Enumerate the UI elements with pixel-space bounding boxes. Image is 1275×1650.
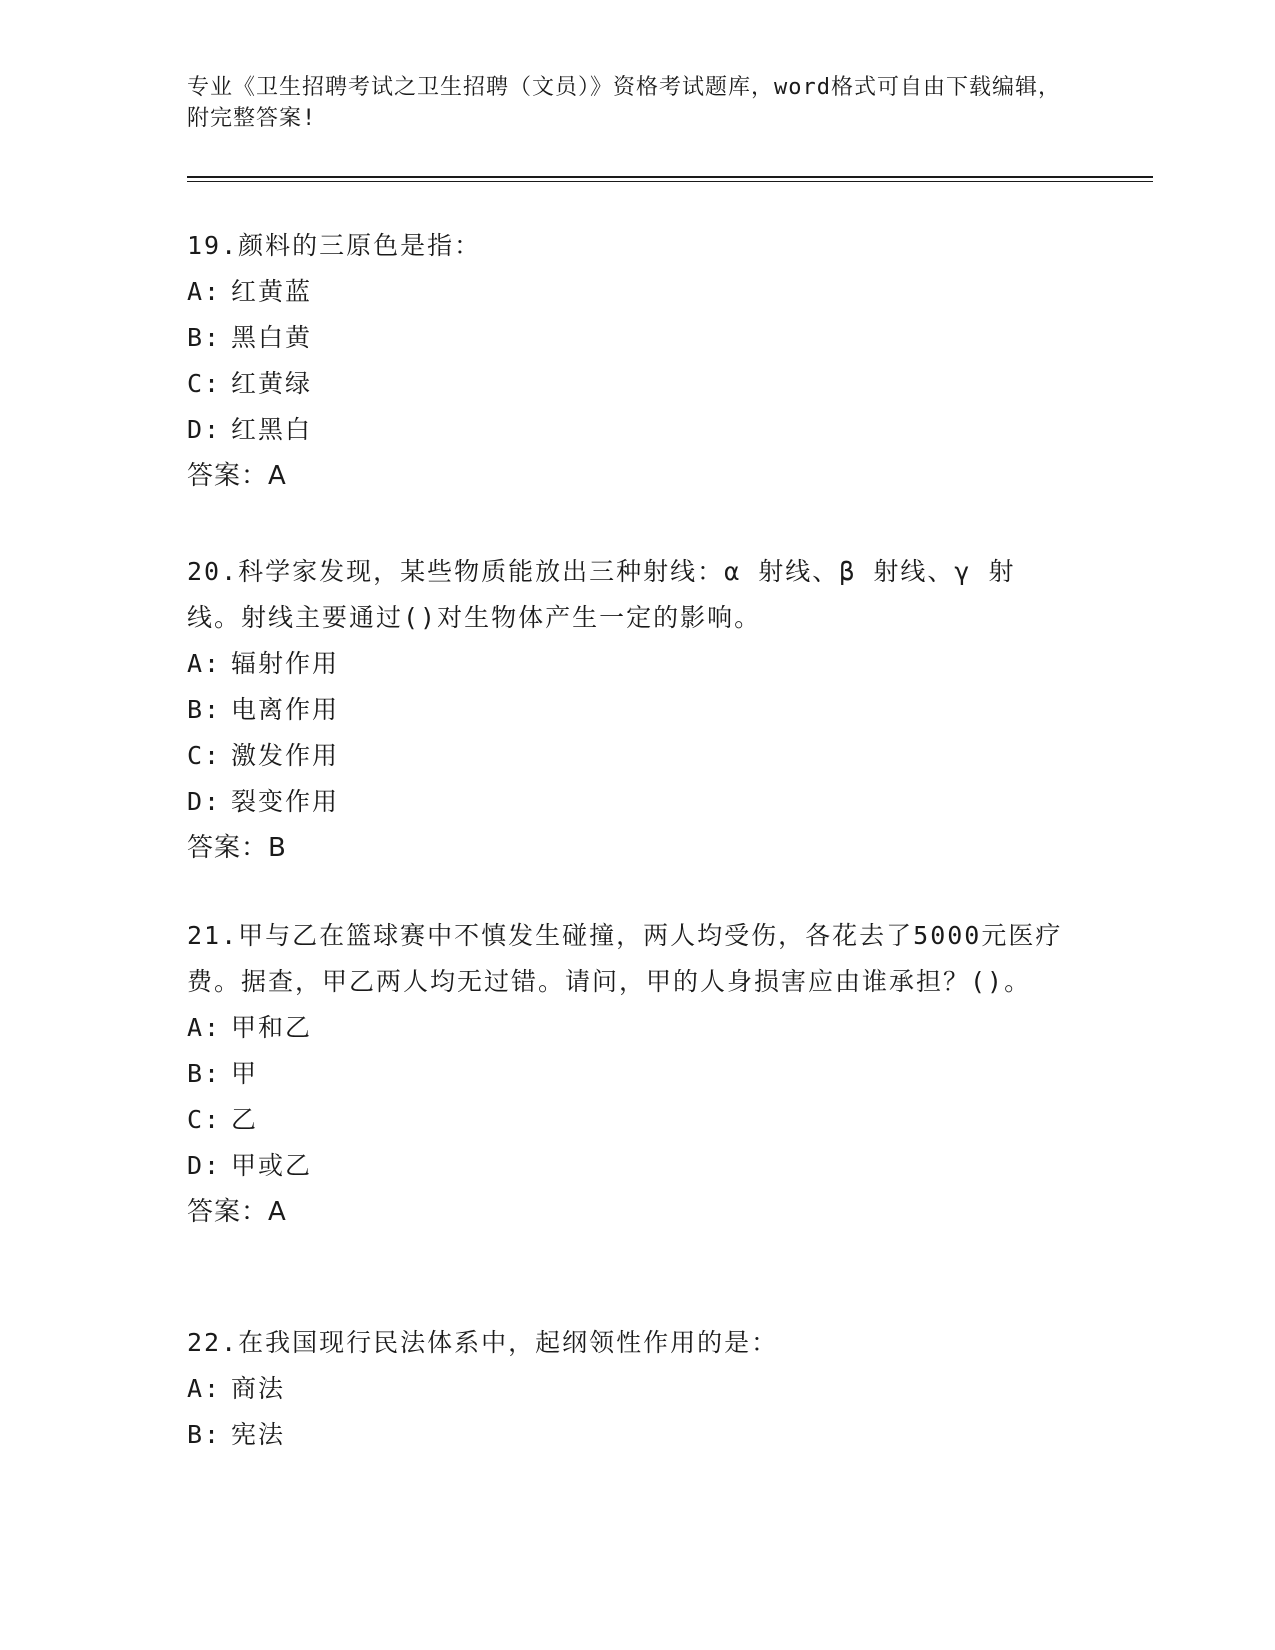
option-b: [187, 1051, 1067, 1097]
option-letter: D:: [187, 787, 222, 816]
option-a: [187, 641, 1067, 687]
question-22: [187, 1320, 1067, 1458]
option-a: [187, 269, 1067, 315]
document-header: [187, 72, 1067, 134]
option-text: 红黄绿: [231, 369, 313, 398]
option-a: [187, 1366, 1067, 1412]
option-text: 甲和乙: [231, 1013, 313, 1042]
option-text: 红黑白: [231, 415, 313, 444]
option-text: 甲或乙: [231, 1151, 313, 1180]
question-20: [187, 549, 1067, 871]
option-text: 辐射作用: [231, 649, 340, 678]
question-text: 20.科学家发现，某些物质能放出三种射线：α 射线、β 射线、γ 射线。射线主要通过()对生物体产生一定的影响。: [187, 557, 1016, 632]
option-text: 裂变作用: [231, 787, 340, 816]
option-d: [187, 779, 1067, 825]
header-divider: [187, 176, 1153, 178]
option-text: 商法: [231, 1374, 286, 1403]
option-letter: B:: [187, 695, 222, 724]
option-c: [187, 733, 1067, 779]
option-letter: D:: [187, 1151, 222, 1180]
option-a: [187, 1005, 1067, 1051]
option-letter: A:: [187, 1374, 222, 1403]
question-text: 22.在我国现行民法体系中，起纲领性作用的是：: [187, 1328, 779, 1357]
answer-line: 答案：B: [187, 833, 287, 863]
option-c: [187, 1097, 1067, 1143]
option-letter: B:: [187, 323, 222, 352]
question-19: [187, 223, 1067, 499]
question-21: [187, 913, 1067, 1235]
option-text: 红黄蓝: [231, 277, 313, 306]
option-text: 黑白黄: [231, 323, 313, 352]
option-b: [187, 315, 1067, 361]
option-letter: C:: [187, 369, 222, 398]
option-letter: A:: [187, 649, 222, 678]
option-d: [187, 407, 1067, 453]
question-text: 19.颜料的三原色是指：: [187, 231, 482, 260]
option-letter: B:: [187, 1059, 222, 1088]
answer-line: 答案：A: [187, 1197, 287, 1227]
option-text: 乙: [231, 1105, 259, 1134]
answer-line: 答案：A: [187, 461, 287, 491]
option-text: 电离作用: [231, 695, 340, 724]
option-text: 宪法: [231, 1420, 286, 1449]
option-letter: B:: [187, 1420, 222, 1449]
question-text: 21.甲与乙在篮球赛中不慎发生碰撞，两人均受伤，各花去了5000元医疗费。据查，甲乙两人均无过错。请问，甲的人身损害应由谁承担？()。: [187, 921, 1063, 996]
option-d: [187, 1143, 1067, 1189]
option-text: 甲: [231, 1059, 259, 1088]
header-divider-thin: [187, 181, 1153, 182]
option-letter: C:: [187, 741, 222, 770]
option-letter: A:: [187, 277, 222, 306]
option-text: 激发作用: [231, 741, 340, 770]
option-b: [187, 687, 1067, 733]
option-letter: D:: [187, 415, 222, 444]
header-title: 专业《卫生招聘考试之卫生招聘（文员）》资格考试题库，word格式可自由下载编辑，附完整答案!: [187, 75, 1061, 131]
option-letter: A:: [187, 1013, 222, 1042]
option-b: [187, 1412, 1067, 1458]
option-letter: C:: [187, 1105, 222, 1134]
option-c: [187, 361, 1067, 407]
